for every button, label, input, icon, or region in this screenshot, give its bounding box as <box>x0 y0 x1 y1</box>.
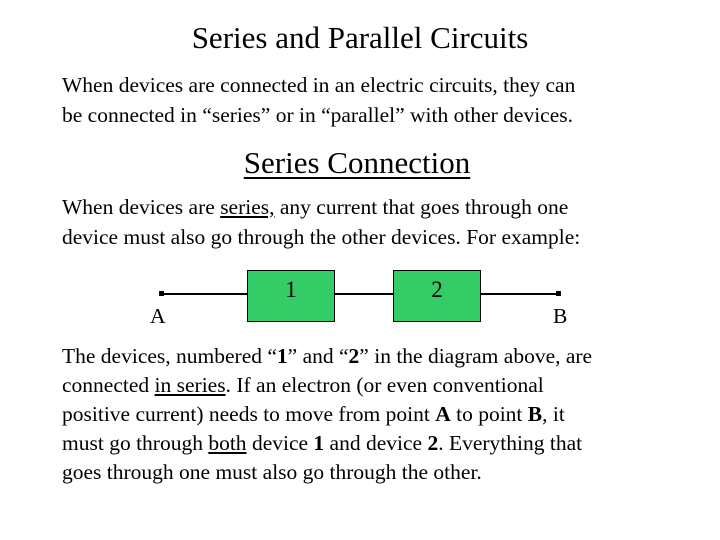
explain-text: , it <box>542 402 565 426</box>
point-a-dot <box>159 291 164 296</box>
explain-line-2 <box>62 371 592 400</box>
section-heading <box>0 143 714 183</box>
explain-text: ” and “ <box>287 344 349 368</box>
explain-text: device <box>246 431 314 455</box>
device-number: 2 <box>348 344 360 368</box>
explain-text: The devices, numbered “ <box>62 344 277 368</box>
series-line-1-before: When devices are <box>62 195 221 219</box>
wire-a-to-1 <box>162 293 248 295</box>
explain-text: to point <box>450 402 528 426</box>
explain-text: connected <box>62 373 155 397</box>
device-2-label: 2 <box>431 277 443 302</box>
section-heading-text: Series Connection <box>243 145 471 180</box>
device-2-box <box>393 270 481 322</box>
both-underlined: both <box>208 431 247 455</box>
device-1-box <box>247 270 335 322</box>
explain-line-4 <box>62 429 592 458</box>
wire-2-to-b <box>480 293 560 295</box>
explain-text: . Everything that <box>438 431 583 455</box>
point-b-dot <box>556 291 561 296</box>
series-underlined-word: series, <box>220 195 275 219</box>
explain-line-3 <box>62 400 592 429</box>
device-number: 1 <box>313 431 325 455</box>
series-line-2: device must also go through the other devices. For example: <box>62 225 581 249</box>
device-1-label: 1 <box>285 277 297 302</box>
series-line-1 <box>62 192 580 222</box>
series-paragraph <box>62 192 580 252</box>
in-series-underlined: in series <box>154 373 226 397</box>
point-a-label: A <box>150 304 166 328</box>
intro-paragraph <box>62 70 575 130</box>
device-number: 1 <box>276 344 288 368</box>
point-label-bold: B <box>527 402 543 426</box>
device-number: 2 <box>427 431 439 455</box>
intro-line-1: When devices are connected in an electric circuits, they can <box>62 73 576 97</box>
page-title: Series and Parallel Circuits <box>191 20 529 55</box>
explain-text: . If an electron (or even conventional <box>225 373 544 397</box>
explain-text: and device <box>324 431 428 455</box>
explain-text: positive current) needs to move from point <box>62 402 436 426</box>
series-line-1-after: any current that goes through one <box>274 195 569 219</box>
explain-text: must go through <box>62 431 209 455</box>
explain-text: ” in the diagram above, are <box>359 344 593 368</box>
explanation-paragraph <box>62 342 592 487</box>
explain-line-1 <box>62 342 592 371</box>
explain-line-5: goes through one must also go through the other. <box>62 460 482 484</box>
wire-1-to-2 <box>334 293 394 295</box>
intro-line-2: be connected in “series” or in “parallel” with other devices. <box>62 103 573 127</box>
point-b-label: B <box>553 304 568 328</box>
point-label-bold: A <box>435 402 451 426</box>
